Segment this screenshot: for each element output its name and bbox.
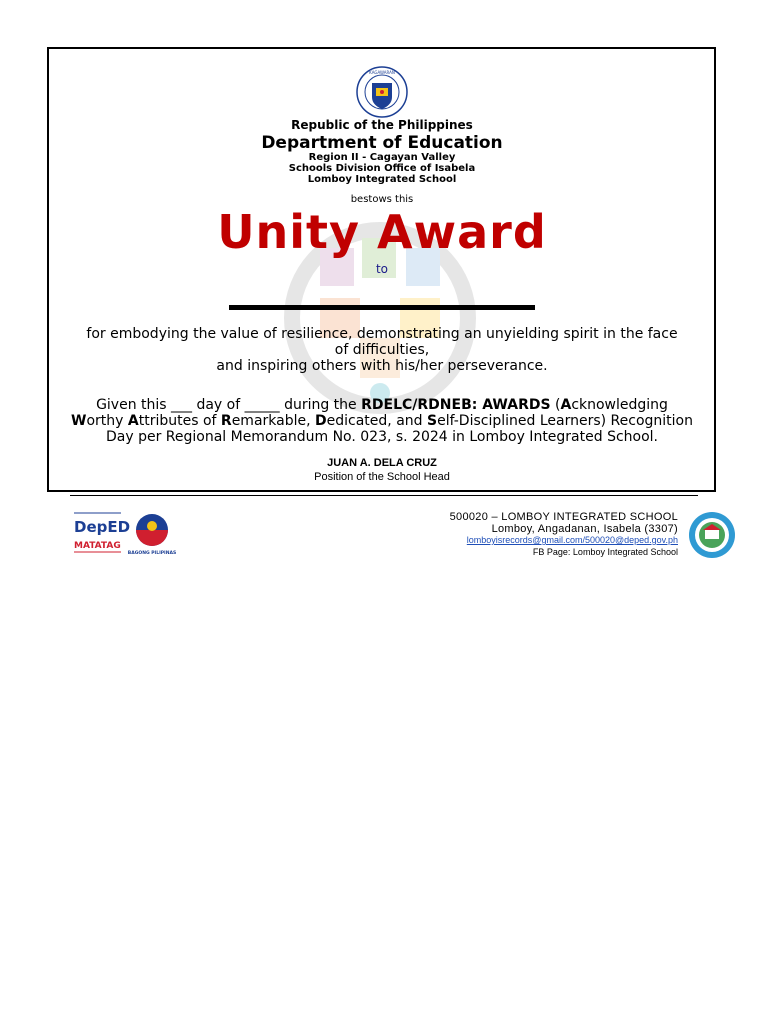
region-text: Region II - Cagayan Valley [308,152,456,163]
footer-email-link[interactable]: lomboyisrecords@gmail.com/500020@deped.gov.ph [466,535,678,545]
given-prefix: Given this ___ day of _____ during the [96,397,362,413]
given-t1: cknowledging [571,397,668,413]
given-t4: emarkable, [231,413,316,429]
given-t5: edicated, and [326,413,427,429]
given-t2: orthy [86,413,128,429]
to-text: to [375,262,389,276]
footer-address: Lomboy, Angadanan, Isabela (3307) [491,523,678,535]
division-text: Schools Division Office of Isabela [288,163,476,174]
matatag-logo-text: MATATAG [74,541,121,551]
deped-seal-icon [356,66,408,118]
svg-text:KAGAWARAN: KAGAWARAN [369,70,395,75]
citation-line-2: and inspiring others with his/her perseverance. [216,358,548,374]
school-seal-icon [688,511,736,559]
school-text: Lomboy Integrated School [307,174,457,185]
citation-text [48,326,716,374]
given-t6: elf-Disciplined Learners) Recognition Day per Regional Memorandum No. 023, s. 2024 in Lomboy Integrated School. [105,413,693,445]
signatory-position: Position of the School Head [314,471,450,483]
deped-logo-text: DepED [74,518,131,536]
acronym-a1: A [560,397,572,413]
footer-school-id: 500020 – LOMBOY INTEGRATED SCHOOL [449,511,678,523]
event-name: RDELC/RDNEB: AWARDS [361,397,551,413]
acronym-s: S [427,413,438,429]
award-title: Unity Award [217,205,547,259]
given-paragraph [48,397,716,445]
given-open: ( [550,397,561,413]
acronym-w: W [71,413,87,429]
republic-text: Republic of the Philippines [291,118,473,132]
citation-line-1: for embodying the value of resilience, demonstrating an unyielding spirit in the face of difficulties, [86,326,678,358]
bagong-pilipinas-text: BAGONG PILIPINAS [127,551,177,556]
recipient-name-line [229,305,535,310]
department-text: Department of Education [261,133,503,153]
given-t3: ttributes of [138,413,221,429]
footer-fb-page: FB Page: Lomboy Integrated School [532,547,678,557]
acronym-d: D [315,413,327,429]
acronym-r: R [220,413,232,429]
signatory-name: JUAN A. DELA CRUZ [327,457,437,469]
bestows-text: bestows this [350,194,414,205]
bagong-pilipinas-logo [127,512,177,556]
deped-matatag-logo [73,512,131,556]
footer-divider [70,495,698,496]
acronym-a2: A [127,413,139,429]
